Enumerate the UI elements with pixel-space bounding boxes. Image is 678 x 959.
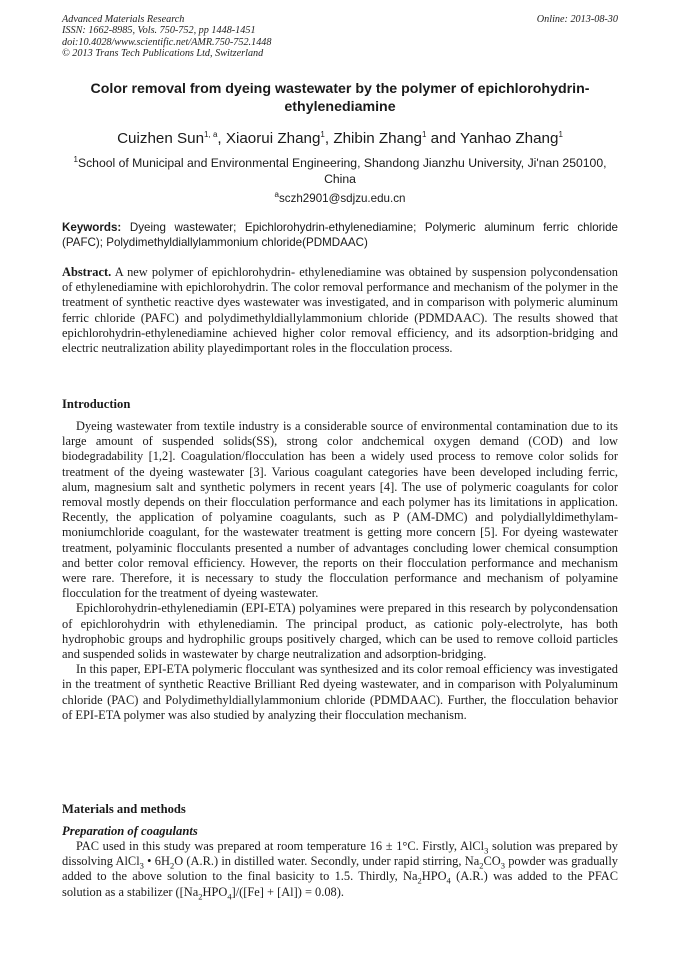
text-run: PAC used in this study was prepared at room temperature 16 ± 1°C. Firstly, AlCl (76, 839, 485, 853)
subsection-heading-preparation: Preparation of coagulants (62, 824, 198, 838)
subscript: 2 (417, 875, 422, 886)
author-name: Xiaorui Zhang (225, 130, 321, 147)
subscript: 3 (139, 860, 144, 871)
doi-line: doi:10.4028/www.scientific.net/AMR.750-752.1448 (62, 36, 272, 48)
paragraph: Epichlorohydrin-ethylenediamin (EPI-ETA) polyamines were prepared in this research by polycondensation of epichlorohydrin with ethylenediamin. The principal product, as cationic poly-electrolyte, has both hydrophobic groups and hydrophilic groups positively charged, which can be used to remove colloid particles and suspended solids in wastewater by charge neutralization and adsorption-bridging. (62, 601, 618, 662)
keywords-text: Dyeing wastewater; Epichlorohydrin-ethylenediamine; Polymeric aluminum ferric chloride (PAFC); Polydimethyldiallylammonium chloride(PDMDAAC) (62, 221, 618, 250)
author-separator: , (324, 130, 334, 147)
email-address: sczh2901@sdjzu.edu.cn (278, 192, 406, 205)
author-separator: , (217, 130, 226, 147)
section-heading-materials: Materials and methods (62, 802, 186, 816)
text-run: (A.R.) was added to the PFAC solution as a stabilizer ([Na (62, 869, 619, 899)
text-run: powder was gradually added to the above solution to the final basicity to 1.5. Thirdly, Na (62, 854, 618, 884)
journal-name: Advanced Materials Research (62, 14, 185, 25)
text-run: ]/([Fe] + [Al]) = 0.08). (231, 884, 344, 899)
corresponding-email (62, 192, 618, 206)
issn-line: ISSN: 1662-8985, Vols. 750-752, pp 1448-1451 (62, 25, 256, 37)
preparation-body (62, 839, 618, 900)
author-name: Yanhao Zhang (459, 130, 559, 147)
affiliation-text: School of Municipal and Environmental Engineering, Shandong Jianzhu University, Ji'nan 250100, China (77, 156, 607, 186)
subscript: 3 (484, 845, 489, 856)
affiliation (62, 155, 618, 187)
text-run: HPO (421, 869, 447, 884)
author-name: Zhibin Zhang (333, 130, 422, 147)
subscript: 2 (198, 891, 203, 902)
author-list (62, 130, 618, 148)
author-affiliation-mark: 1 (320, 129, 325, 139)
subscript: 3 (500, 860, 505, 871)
copyright-line: © 2013 Trans Tech Publications Ltd, Switzerland (62, 48, 264, 60)
journal-header (62, 14, 618, 60)
keywords (62, 220, 618, 251)
author-separator: and (426, 130, 460, 147)
paragraph: In this paper, EPI-ETA polymeric flocculant was synthesized and its color remoal efficiency was investigated in the treatment of synthetic Reactive Brilliant Red dyeing wastewater, and in comparison with Polyaluminum chloride (PAC) and Polydimethyldiallylammonium chloride (PDMDAAC). Further, the flocculation behavior of EPI-ETA polymer was also studied by analyzing their flocculation mechanism. (62, 662, 618, 722)
subscript: 2 (169, 860, 175, 871)
subscript: 4 (446, 875, 451, 886)
paper-title: Color removal from dyeing wastewater by the polymer of epichlorohydrin- ethylenediamine (90, 81, 590, 115)
author-name: Cuizhen Sun (117, 130, 205, 147)
paragraph (62, 839, 618, 900)
subscript: 2 (479, 860, 484, 871)
text-run: CO (483, 854, 501, 869)
online-date: Online: 2013-08-30 (536, 14, 618, 25)
abstract-text: A new polymer of epichlorohydrin- ethylenediamine was obtained by suspension polycondensation of ethylenediamine with epichlorohydrin. The color removal performance and mechanism of the polymer in the treatment of synthetic reactive dyes wastewater was investigated, and in comparison with polymeric aluminum ferric chloride (PAFC) and polydimethyldiallylammonium chloride (PDMDAAC). The results showed that epichlorohydrin-ethylenediamine achieved higher color removal efficiency, and its adsorption-bridging and electric neutralization ability playedimportant roles in the flocculation process. (62, 265, 618, 356)
subscript: 4 (227, 891, 232, 902)
author-affiliation-mark: 1, a (204, 129, 218, 139)
author-affiliation-mark: 1 (421, 129, 427, 139)
text-run: • 6H (143, 854, 170, 869)
text-run: solution was prepared by dissolving AlCl (62, 839, 618, 869)
keywords-label: Keywords: (62, 221, 122, 234)
author-affiliation-mark: 1 (558, 129, 563, 139)
email-mark: a (274, 190, 279, 200)
introduction-body (62, 419, 618, 723)
paragraph: Dyeing wastewater from textile industry is a considerable source of environmental contamination due to its large amount of suspended solids(SS), strong color andchemical oxygen demand (COD) and low biodegradability [1,2]. Coagulation/flocculation has been a widely used process to remove color solids for treatment of the dyeing wastewater [3]. Various coagulant categories have been developed including ferric, alum, magnesium salt and synthetic polymers in recent years [4]. The use of polymeric coagulants for color removal mostly depends on their flocculation performance and each polymer has its limitations in application. Recently, the application of polyamine coagulants, such as P (AM-DMC) and polydiallyldimethylam- moniumchloride coagulant, for the wastewater treatment is getting more concern [5]. For dyeing wastewater treatment, polyaminic flocculants presented a number of advantages concluding lower chemical consumption and better color removal efficiency. However, the reports on their flocculation performance and mechanism were rare. Therefore, it is necessary to study the flocculation performance and mechanism of polyamine flocculation for the treatment of dyeing wastewater. (62, 419, 618, 601)
abstract (62, 265, 618, 356)
affiliation-mark: 1 (73, 154, 78, 164)
section-heading-introduction: Introduction (62, 397, 131, 411)
text-run: O (A.R.) in distilled water. Secondly, under rapid stirring, Na (174, 854, 480, 869)
abstract-label: Abstract. (62, 265, 112, 279)
text-run: HPO (202, 884, 228, 899)
